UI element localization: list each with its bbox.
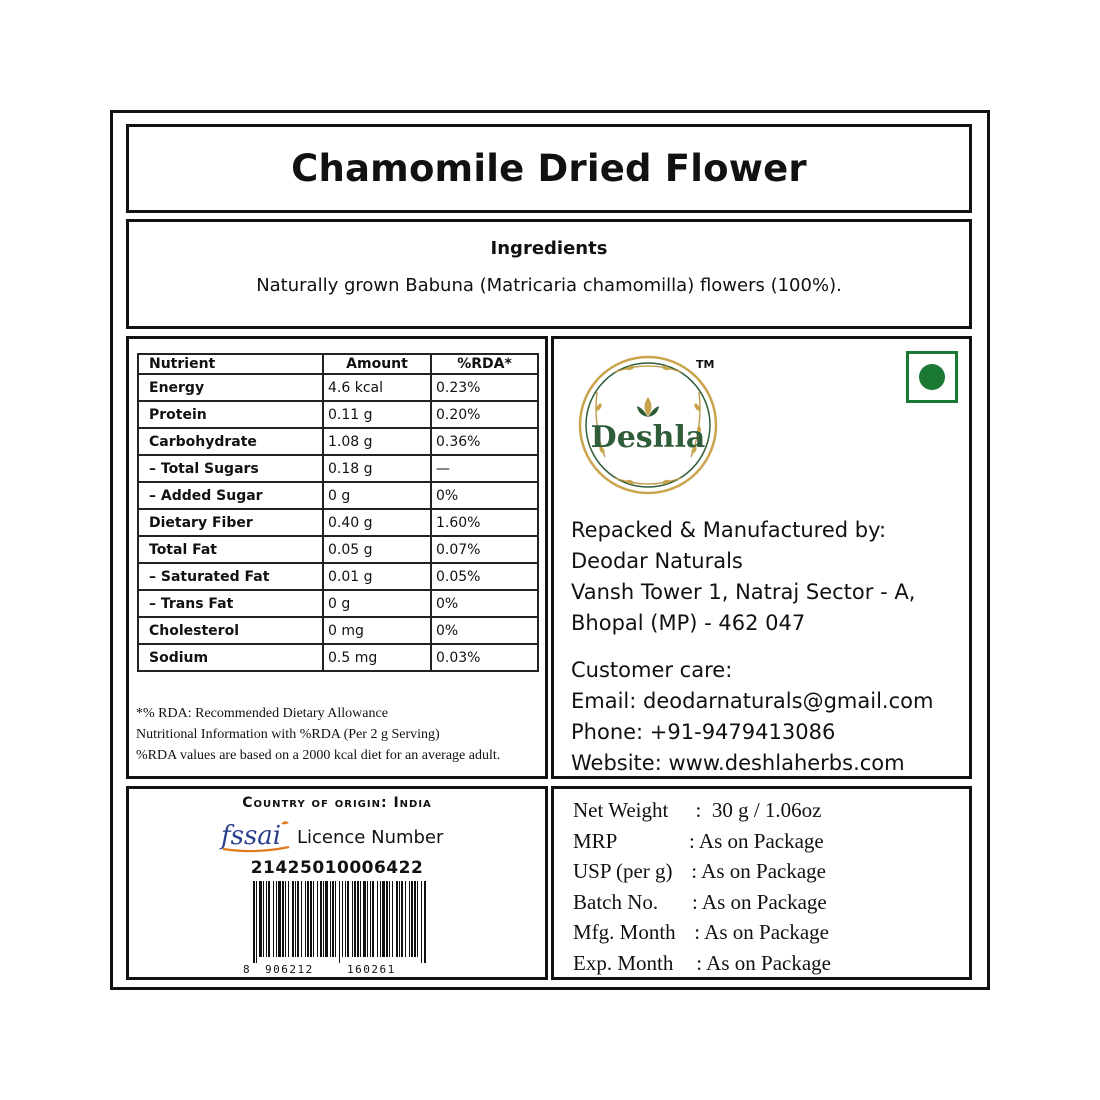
barcode-digit-prefix: 8 (243, 963, 250, 976)
diet-note: %RDA values are based on a 2000 kcal diet for an average adult. (136, 748, 501, 763)
barcode-bar (307, 881, 309, 957)
barcode-bar (295, 881, 296, 957)
table-row (138, 455, 538, 482)
licence-number: 21425010006422 (250, 858, 424, 878)
nutrient-rda: 0% (431, 482, 538, 509)
package-details (573, 795, 831, 978)
barcode-bar (256, 881, 257, 963)
detail-row-mfg-month (573, 917, 831, 948)
barcode-bar (253, 881, 255, 963)
nutrient-rda: 0% (431, 590, 538, 617)
barcode-bar (382, 881, 385, 957)
nutrient-name: – Saturated Fat (138, 563, 323, 590)
table-row (138, 536, 538, 563)
barcode-bar (380, 881, 381, 957)
barcode-bar (273, 881, 274, 957)
ingredients-heading: Ingredients (490, 238, 608, 259)
detail-row-batch (573, 887, 831, 918)
barcode-bar (285, 881, 286, 957)
barcode-bar (263, 881, 264, 957)
nutrient-name: Sodium (138, 644, 323, 671)
nutrient-amount: 0.01 g (323, 563, 431, 590)
barcode-bar (278, 881, 281, 957)
nutrient-rda: 0.20% (431, 401, 538, 428)
detail-value: : As on Package (692, 889, 827, 914)
detail-label: Mfg. Month (573, 920, 676, 944)
barcode-bar (320, 881, 322, 957)
table-row (138, 590, 538, 617)
barcode-bar (352, 881, 353, 957)
customer-care-phone: Phone: +91-9479413086 (571, 720, 836, 744)
detail-row-mrp (573, 826, 831, 857)
table-row (138, 482, 538, 509)
barcode-bar (266, 881, 267, 957)
barcode-bar (357, 881, 359, 957)
nutrient-name: – Trans Fat (138, 590, 323, 617)
nutrient-rda: 1.60% (431, 509, 538, 536)
package-details-panel (551, 786, 972, 980)
nutrition-header-row (138, 354, 538, 374)
barcode-bar (354, 881, 356, 957)
veg-mark-icon (906, 351, 958, 403)
detail-value: : As on Package (689, 920, 829, 944)
table-row (138, 374, 538, 401)
barcode-bar (370, 881, 371, 957)
manufacturer-address-line1: Vansh Tower 1, Natraj Sector - A, (571, 580, 916, 604)
barcode-bar (332, 881, 334, 957)
nutrient-amount: 0.5 mg (323, 644, 431, 671)
barcode-bar (259, 881, 262, 957)
nutrition-notes (136, 703, 500, 766)
barcode-bar (424, 881, 426, 963)
nutrient-name: – Total Sugars (138, 455, 323, 482)
barcode-icon (241, 881, 431, 977)
fssai-logo-icon (219, 819, 293, 855)
nutrient-rda: 0.23% (431, 374, 538, 401)
barcode-bar (339, 881, 340, 963)
nutrient-amount: 1.08 g (323, 428, 431, 455)
nutrient-rda: — (431, 455, 538, 482)
rda-note: *% RDA: Recommended Dietary Allowance (136, 706, 388, 721)
nutrient-amount: 0.18 g (323, 455, 431, 482)
barcode-bar (330, 881, 331, 957)
barcode-bar (399, 881, 400, 957)
origin-panel (126, 786, 548, 980)
manufacturer-heading: Repacked & Manufactured by: (571, 518, 887, 542)
barcode-bar (342, 881, 343, 957)
title-panel (126, 124, 972, 213)
nutrient-amount: 4.6 kcal (323, 374, 431, 401)
barcode-bar (409, 881, 410, 957)
barcode-bar (323, 881, 324, 957)
nutrient-amount: 0.40 g (323, 509, 431, 536)
detail-value: : As on Package (689, 828, 824, 853)
barcode-bar (396, 881, 398, 957)
barcode-bar (310, 881, 312, 957)
detail-label: MRP (573, 828, 618, 853)
brand-name: Deshla (590, 420, 706, 455)
nutrient-name: Dietary Fiber (138, 509, 323, 536)
nutrient-name: Energy (138, 374, 323, 401)
barcode-bar (313, 881, 314, 957)
barcode-bar (317, 881, 318, 957)
nutrient-name: Total Fat (138, 536, 323, 563)
table-row (138, 509, 538, 536)
barcode-bar (292, 881, 294, 957)
table-row (138, 401, 538, 428)
barcode-bar (282, 881, 284, 957)
lotus-icon (637, 397, 659, 417)
nutrient-rda: 0.05% (431, 563, 538, 590)
barcode-bar (414, 881, 416, 957)
barcode-bar (301, 881, 302, 957)
detail-label: USP (per g) (573, 859, 673, 883)
barcode-digits-right: 160261 (347, 963, 396, 976)
nutrient-amount: 0 g (323, 482, 431, 509)
nutrition-panel (126, 336, 548, 779)
nutrient-rda: 0.03% (431, 644, 538, 671)
detail-row-exp-month (573, 948, 831, 979)
barcode-bar (268, 881, 270, 957)
nutrient-amount: 0.11 g (323, 401, 431, 428)
detail-label: Net Weight (573, 798, 669, 822)
serving-note: Nutritional Information with %RDA (Per 2 g Serving) (136, 727, 440, 742)
barcode-bar (405, 881, 406, 957)
product-title: Chamomile Dried Flower (291, 147, 807, 190)
barcode-bar (372, 881, 374, 957)
nutrient-amount: 0.05 g (323, 536, 431, 563)
nutrient-amount: 0 mg (323, 617, 431, 644)
manufacturer-name: Deodar Naturals (571, 549, 743, 573)
ingredients-panel (126, 219, 972, 329)
customer-care-info (571, 655, 933, 779)
detail-row-usp (573, 856, 831, 887)
barcode-bar (363, 881, 366, 957)
ingredients-text: Naturally grown Babuna (Matricaria chamomilla) flowers (100%). (256, 275, 842, 296)
barcode-bar (417, 881, 418, 957)
detail-label: Batch No. (573, 889, 659, 914)
table-row (138, 428, 538, 455)
svg-text:fssai: fssai (221, 821, 282, 851)
barcode-bar (325, 881, 328, 957)
header-nutrient: Nutrient (138, 354, 323, 374)
barcode-bar (421, 881, 422, 963)
manufacturer-panel (551, 336, 972, 779)
barcode-bar (386, 881, 388, 957)
barcode-bar (297, 881, 299, 957)
manufacturer-info (571, 515, 915, 639)
detail-row-net-weight (573, 795, 831, 826)
barcode-bar (401, 881, 403, 957)
nutrient-name: Carbohydrate (138, 428, 323, 455)
barcode-bar (345, 881, 346, 957)
nutrient-name: Protein (138, 401, 323, 428)
licence-label: Licence Number (297, 826, 444, 848)
barcode-digits-left: 906212 (265, 963, 314, 976)
table-row (138, 617, 538, 644)
barcode-bar (305, 881, 306, 957)
nutrient-rda: 0.36% (431, 428, 538, 455)
barcode-bar (389, 881, 390, 957)
customer-care-website: Website: www.deshlaherbs.com (571, 751, 905, 775)
barcode-bar (288, 881, 289, 957)
table-row (138, 563, 538, 590)
nutrition-table (137, 353, 539, 672)
nutrient-rda: 0.07% (431, 536, 538, 563)
detail-value: : As on Package (691, 950, 831, 975)
deshla-logo (575, 352, 721, 498)
nutrient-amount: 0 g (323, 590, 431, 617)
customer-care-heading: Customer care: (571, 658, 733, 682)
manufacturer-address-line2: Bhopal (MP) - 462 047 (571, 611, 806, 635)
barcode-bar (360, 881, 361, 957)
barcode-bar (377, 881, 378, 957)
barcode-bar (335, 881, 336, 957)
customer-care-email: Email: deodarnaturals@gmail.com (571, 689, 934, 713)
barcode-bar (347, 881, 349, 957)
fssai-row (219, 819, 443, 855)
nutrient-rda: 0% (431, 617, 538, 644)
barcode-bar (392, 881, 393, 957)
header-rda: %RDA* (431, 354, 538, 374)
detail-label: Exp. Month (573, 950, 674, 975)
barcode-bar (276, 881, 277, 957)
nutrient-name: – Added Sugar (138, 482, 323, 509)
veg-dot (919, 364, 945, 390)
trademark-mark: TM (696, 358, 715, 371)
barcode-bar (411, 881, 413, 957)
detail-value: : 30 g / 1.06oz (685, 798, 822, 822)
table-row (138, 644, 538, 671)
country-of-origin: Country of origin: India (242, 795, 432, 811)
header-amount: Amount (323, 354, 431, 374)
nutrient-name: Cholesterol (138, 617, 323, 644)
barcode-bar (367, 881, 368, 957)
detail-value: : As on Package (686, 859, 826, 883)
